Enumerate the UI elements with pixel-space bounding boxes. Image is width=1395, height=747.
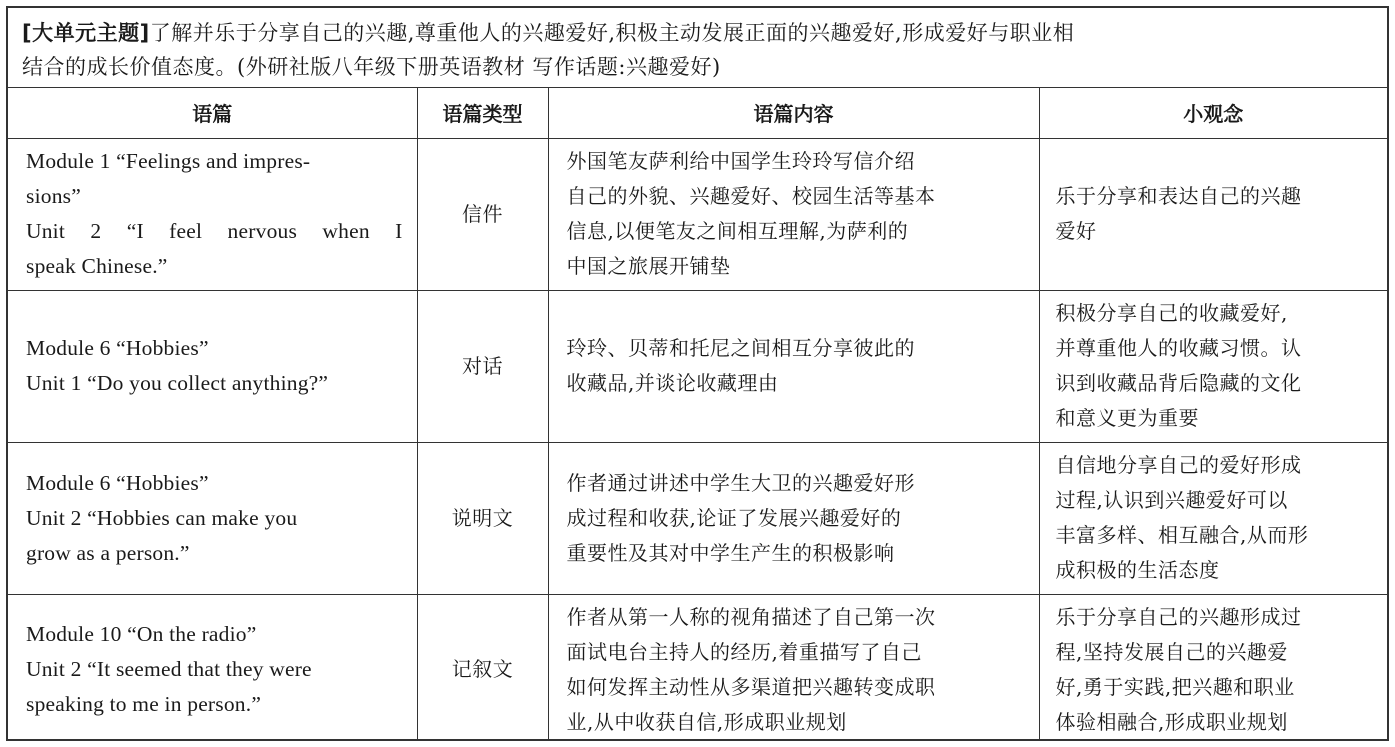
idea-line: 好,勇于实践,把兴趣和职业 xyxy=(1055,674,1295,699)
content-line: 作者从第一人称的视角描述了自己第一次 xyxy=(566,604,936,629)
title-line: Module 1 “Feelings and impres- xyxy=(26,149,311,173)
idea-line: 乐于分享自己的兴趣形成过 xyxy=(1055,604,1302,629)
idea-line: 爱好 xyxy=(1055,219,1097,243)
idea-line: 乐于分享和表达自己的兴趣 xyxy=(1055,184,1302,208)
idea-line: 和意义更为重要 xyxy=(1055,406,1199,430)
content-line: 玲玲、贝蒂和托尼之间相互分享彼此的 xyxy=(566,336,915,360)
title-line: Module 6 “Hobbies” xyxy=(26,470,209,495)
table-row xyxy=(8,594,1387,741)
title-line: Unit 2 “It seemed that they were xyxy=(26,657,312,682)
idea-line: 识到收藏品背后隐藏的文化 xyxy=(1055,371,1302,395)
title-line: sions” xyxy=(26,184,81,208)
small-idea-cell xyxy=(1039,290,1387,442)
content-line: 外国笔友萨利给中国学生玲玲写信介绍 xyxy=(566,149,915,173)
document-page xyxy=(6,6,1389,741)
content-line: 成过程和收获,论证了发展兴趣爱好的 xyxy=(566,505,902,530)
idea-line: 积极分享自己的收藏爱好, xyxy=(1055,301,1288,325)
idea-line: 自信地分享自己的爱好形成 xyxy=(1055,453,1302,477)
header-discourse: 语篇 xyxy=(8,88,417,138)
header-discourse-content: 语篇内容 xyxy=(548,88,1039,138)
small-idea-cell xyxy=(1039,442,1387,594)
discourse-title-cell xyxy=(8,594,417,741)
discourse-type-cell: 信件 xyxy=(417,138,548,290)
content-line: 中国之旅展开铺垫 xyxy=(566,254,731,278)
table-row xyxy=(8,442,1387,594)
discourse-title-cell xyxy=(8,290,417,442)
content-line: 业,从中收获自信,形成职业规划 xyxy=(566,709,847,734)
idea-line: 过程,认识到兴趣爱好可以 xyxy=(1055,488,1288,512)
table-row xyxy=(8,138,1387,290)
content-line: 面试电台主持人的经历,着重描写了自己 xyxy=(566,639,922,664)
title-line: Unit 2 “I feel nervous when I xyxy=(26,219,403,243)
idea-line: 成积极的生活态度 xyxy=(1055,558,1220,582)
theme-tag: [大单元主题] xyxy=(22,21,150,45)
header-small-idea: 小观念 xyxy=(1039,88,1387,138)
idea-line: 并尊重他人的收藏习惯。认 xyxy=(1055,336,1302,360)
content-line: 收藏品,并谈论收藏理由 xyxy=(566,371,779,395)
header-discourse-type: 语篇类型 xyxy=(417,88,548,138)
theme-text-line-2: 结合的成长价值态度。(外研社版八年级下册英语教材 写作话题:兴趣爱好) xyxy=(22,55,721,79)
idea-line: 程,坚持发展自己的兴趣爱 xyxy=(1055,639,1288,664)
discourse-type-cell: 对话 xyxy=(417,290,548,442)
content-line: 自己的外貌、兴趣爱好、校园生活等基本 xyxy=(566,184,936,208)
content-line: 作者通过讲述中学生大卫的兴趣爱好形 xyxy=(566,470,915,495)
discourse-type-cell: 记叙文 xyxy=(417,594,548,741)
discourse-type-cell: 说明文 xyxy=(417,442,548,594)
small-idea-cell xyxy=(1039,138,1387,290)
idea-line: 丰富多样、相互融合,从而形 xyxy=(1055,523,1309,547)
idea-line: 体验相融合,形成职业规划 xyxy=(1055,709,1288,734)
title-line: speaking to me in person.” xyxy=(26,692,262,717)
content-line: 如何发挥主动性从多渠道把兴趣转变成职 xyxy=(566,674,936,699)
small-idea-cell xyxy=(1039,594,1387,741)
title-line: Module 10 “On the radio” xyxy=(26,622,257,647)
discourse-content-cell xyxy=(548,594,1039,741)
title-line: speak Chinese.” xyxy=(26,254,168,278)
content-line: 信息,以便笔友之间相互理解,为萨利的 xyxy=(566,219,909,243)
table-row xyxy=(8,290,1387,442)
title-line: Module 6 “Hobbies” xyxy=(26,336,209,360)
discourse-content-cell xyxy=(548,442,1039,594)
theme-text-line-1: 了解并乐于分享自己的兴趣,尊重他人的兴趣爱好,积极主动发展正面的兴趣爱好,形成爱好与职业相 xyxy=(149,21,1075,45)
discourse-content-cell xyxy=(548,290,1039,442)
title-line: Unit 2 “Hobbies can make you xyxy=(26,505,298,530)
discourse-title-cell xyxy=(8,442,417,594)
title-line: grow as a person.” xyxy=(26,540,190,565)
unit-theme xyxy=(8,8,1387,88)
discourse-title-cell xyxy=(8,138,417,290)
table-header-row xyxy=(8,88,1387,138)
discourse-content-cell xyxy=(548,138,1039,290)
content-line: 重要性及其对中学生产生的积极影响 xyxy=(566,540,895,565)
title-line: Unit 1 “Do you collect anything?” xyxy=(26,371,329,395)
discourse-table xyxy=(8,88,1387,741)
